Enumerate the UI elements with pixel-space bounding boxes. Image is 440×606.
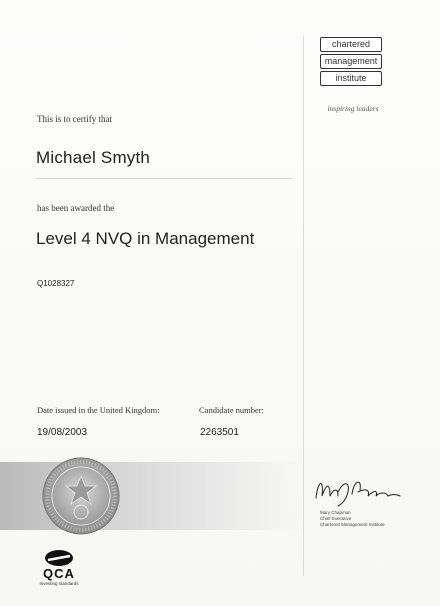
qca-name: QCA bbox=[43, 566, 75, 581]
qualification-title: Level 4 NVQ in Management bbox=[36, 229, 255, 248]
cmi-logo bbox=[320, 37, 382, 113]
qualification-ref: Q1028327 bbox=[37, 279, 75, 288]
date-value: 19/08/2003 bbox=[37, 427, 88, 438]
signatory-block bbox=[320, 510, 420, 528]
divider bbox=[36, 178, 292, 179]
date-label: Date issued in the United Kingdom: bbox=[37, 405, 160, 415]
recipient-name: Michael Smyth bbox=[36, 148, 151, 167]
signatory-org: Chartered Management Institute bbox=[320, 522, 385, 527]
signatory-title: Chief Executive bbox=[320, 516, 352, 521]
awarded-text: has been awarded the bbox=[37, 203, 115, 213]
candidate-label: Candidate number: bbox=[199, 405, 264, 415]
qca-tagline: Investing standards bbox=[39, 581, 79, 586]
logo-line-institute: institute bbox=[320, 71, 382, 86]
signature-image bbox=[308, 470, 404, 510]
logo-tagline: inspiring leaders bbox=[327, 104, 379, 113]
logo-line-management: management bbox=[320, 54, 382, 69]
candidate-value: 2263501 bbox=[200, 427, 239, 438]
signatory-name: Mary Chapman bbox=[320, 510, 351, 515]
accreditation-seal-icon bbox=[33, 452, 129, 540]
logo-line-chartered: chartered bbox=[320, 37, 382, 52]
certify-intro: This is to certify that bbox=[37, 114, 112, 124]
